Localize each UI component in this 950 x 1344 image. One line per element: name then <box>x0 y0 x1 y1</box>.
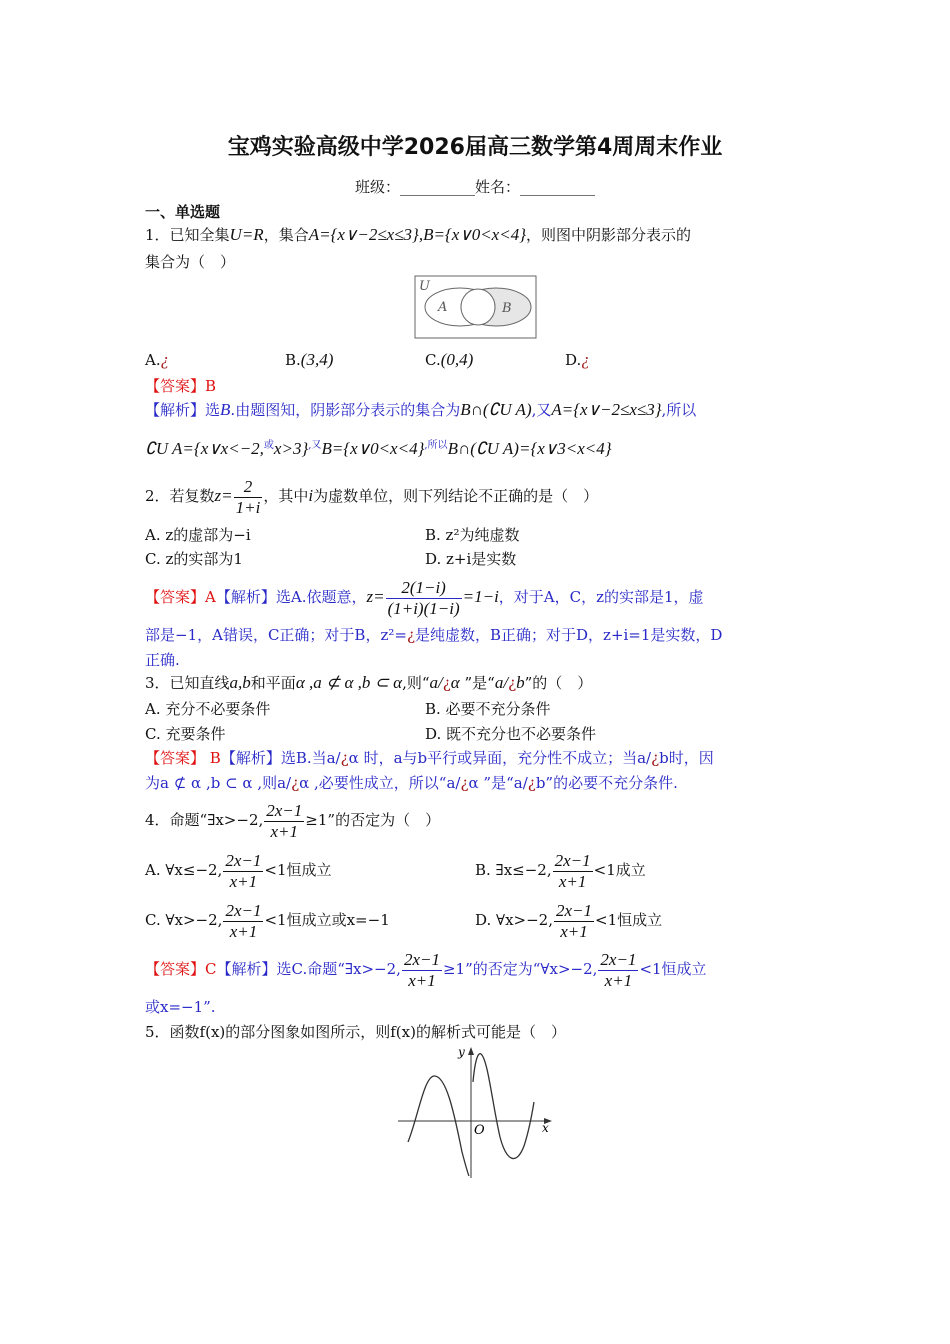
venn-diagram <box>414 275 537 339</box>
origin-label: O <box>474 1123 485 1138</box>
text: b”的必要不充分条件. <box>535 774 678 792</box>
denominator: x+1 <box>229 921 258 941</box>
q3-option-c[interactable]: C. 充要条件 <box>145 725 226 743</box>
analysis-tag: 【解析】 <box>145 401 206 419</box>
text: <1恒成立 <box>264 861 332 879</box>
answer-value: A <box>205 588 216 606</box>
text: ，则图中阴影部分表示的 <box>526 226 692 244</box>
denominator: x+1 <box>558 871 587 891</box>
fraction <box>402 950 442 991</box>
denominator: x+1 <box>560 921 588 941</box>
text: b时，因 <box>659 749 714 767</box>
text: ”是“ <box>459 674 495 692</box>
text: ¿ <box>508 674 517 692</box>
q4-option-d[interactable] <box>475 898 662 942</box>
math: A={x∨−2≤x≤3},B={x∨0<x<4} <box>308 225 527 244</box>
text: 选C.命题“∃x>−2, <box>276 960 401 978</box>
venn-a-label: A <box>438 300 448 315</box>
curve-right <box>473 1054 534 1159</box>
math: z= <box>366 587 385 606</box>
y-label: y <box>458 1045 465 1059</box>
answer-tag: 【答案】 <box>145 588 206 606</box>
denominator: x+1 <box>229 871 258 891</box>
text: ≥1”的否定为（ ） <box>305 811 441 829</box>
text: ,又 <box>531 401 552 419</box>
option-label: B. <box>285 351 301 369</box>
answer-tag: 【答案】 <box>145 749 206 767</box>
q2-stem <box>145 474 598 518</box>
text: α ”是“a/ <box>468 774 528 792</box>
math: a,b <box>229 673 251 692</box>
denominator: 1+i <box>235 497 261 517</box>
fraction <box>553 851 593 892</box>
text: ¿ <box>460 774 469 792</box>
option-label: A. <box>145 351 161 369</box>
text: α 时，a与b平行或异面，充分性不成立；当a/ <box>348 749 652 767</box>
math: α ,a ⊄ α ,b ⊂ α <box>295 673 403 692</box>
numerator: 2x−1 <box>225 850 262 870</box>
fraction <box>386 578 462 619</box>
q5-stem: 5．函数f(x)的部分图象如图所示，则f(x)的解析式可能是（ ） <box>145 1023 566 1041</box>
text: ,所以 <box>424 440 448 451</box>
q2-analysis-cont <box>145 625 722 645</box>
text: ¿ <box>651 749 660 767</box>
fraction <box>223 851 263 892</box>
text: D. ∀x>−2, <box>475 911 553 929</box>
option-label: C. <box>425 351 441 369</box>
text: ，对于A，C，z的实部是1，虚 <box>498 588 704 606</box>
analysis-tag: 【解析】 <box>216 960 277 978</box>
option-value: (3,4) <box>300 350 334 369</box>
q1-analysis-cont <box>145 436 612 459</box>
function-graph <box>396 1042 556 1182</box>
math: b <box>516 673 525 692</box>
text: 为虚数单位，则下列结论不正确的是（ ） <box>313 487 599 505</box>
text: ¿ <box>340 749 349 767</box>
text: C. ∀x>−2, <box>145 911 223 929</box>
math: x>3} <box>273 439 309 458</box>
q1-answer <box>145 376 216 396</box>
text: <1恒成立 <box>595 911 663 929</box>
math: B <box>220 400 231 419</box>
text: ,又 <box>308 440 322 451</box>
option-value: ¿ <box>581 350 590 369</box>
answer-value: C <box>205 960 217 978</box>
text: <1恒成立 <box>639 960 707 978</box>
venn-b-label: B <box>502 301 512 316</box>
section-heading: 一、单选题 <box>145 203 221 221</box>
text: ¿ <box>291 774 300 792</box>
q1-stem <box>145 225 691 245</box>
option-value: ¿ <box>160 350 170 369</box>
numerator: 2x−1 <box>554 850 591 870</box>
numerator: 2 <box>234 477 263 498</box>
text: 1．已知全集 <box>145 226 230 244</box>
page-title: 宝鸡实验高级中学2026届高三数学第4周周末作业 <box>227 135 723 160</box>
q1-option-c[interactable] <box>425 350 473 370</box>
student-info-line <box>0 177 950 197</box>
text: ”的（ ） <box>524 674 593 692</box>
option-value: (0,4) <box>440 350 474 369</box>
math: B∩(∁U A)={x∨3<x<4} <box>447 439 612 458</box>
text: ¿ <box>406 626 415 644</box>
q2-answer-analysis <box>145 574 704 620</box>
analysis-tag: 【解析】 <box>220 749 281 767</box>
denominator: x+1 <box>270 821 299 841</box>
math: U=R <box>229 225 264 244</box>
q2-option-d[interactable]: D. z+i是实数 <box>425 550 517 568</box>
q4-option-c[interactable] <box>145 898 390 942</box>
q3-option-a[interactable]: A. 充分不必要条件 <box>145 700 271 718</box>
text: 4．命题“∃x>−2, <box>145 811 264 829</box>
fraction <box>234 477 263 518</box>
math: a/ <box>429 673 443 692</box>
name-label: 姓名： <box>475 178 521 196</box>
text: .由题图知，阴影部分表示的集合为 <box>230 401 461 419</box>
answer-value: B <box>205 377 217 395</box>
q2-option-a[interactable]: A. z的虚部为−i <box>145 526 251 544</box>
math: B={x∨0<x<4} <box>321 439 425 458</box>
text: 2．若复数 <box>145 487 215 505</box>
venn-u-label: U <box>419 279 430 294</box>
text: ,则“ <box>402 674 430 692</box>
analysis-tag: 【解析】 <box>215 588 276 606</box>
x-label: x <box>542 1121 549 1135</box>
math: =1−i <box>462 587 499 606</box>
denominator: x+1 <box>604 970 633 990</box>
text: ，集合 <box>263 226 309 244</box>
answer-value: B <box>205 749 221 767</box>
math: α <box>450 673 460 692</box>
q4-stem <box>145 798 440 842</box>
math: i <box>308 486 314 505</box>
fraction <box>554 901 594 942</box>
denominator: x+1 <box>408 970 436 990</box>
answer-tag: 【答案】 <box>145 960 206 978</box>
q2-option-b[interactable]: B. z²为纯虚数 <box>425 526 520 544</box>
text: ≥1”的否定为“∀x>−2, <box>442 960 598 978</box>
text: ,所以 <box>661 401 697 419</box>
q4-option-b[interactable] <box>475 848 646 892</box>
text: 选A.依题意， <box>275 588 367 606</box>
q1-option-d[interactable] <box>565 350 590 370</box>
text: 部是−1，A错误，C正确；对于B，z²= <box>145 626 407 644</box>
q2-option-c[interactable]: C. z的实部为1 <box>145 550 243 568</box>
q1-analysis <box>145 400 696 420</box>
text: <1恒成立或x=−1 <box>264 911 390 929</box>
name-blank: __________ <box>520 178 596 196</box>
class-label: 班级： <box>354 178 400 196</box>
text: ¿ <box>442 674 451 692</box>
answer-tag: 【答案】 <box>145 377 206 395</box>
text: ，其中 <box>263 487 309 505</box>
y-axis-arrow-icon <box>468 1047 474 1055</box>
text: 为a ⊄ α ,b ⊂ α ,则a/ <box>145 774 292 792</box>
text: ¿ <box>527 774 536 792</box>
q4-answer-analysis <box>145 947 707 991</box>
numerator: 2x−1 <box>266 800 303 820</box>
q1-stem-cont: 集合为（ ） <box>145 253 236 271</box>
text: <1成立 <box>593 861 646 879</box>
q3-answer-analysis <box>145 748 714 768</box>
q4-option-a[interactable] <box>145 848 332 892</box>
numerator: 2x−1 <box>556 900 593 920</box>
math: ∁U A={x∨x<−2, <box>145 439 264 458</box>
option-label: D. <box>565 351 582 369</box>
text: A. ∀x≤−2, <box>145 861 223 879</box>
numerator: 2x−1 <box>600 949 637 969</box>
text: 3．已知直线 <box>145 674 230 692</box>
text: 是纯虚数，B正确；对于D，z+i=1是实数，D <box>414 626 723 644</box>
numerator: 2x−1 <box>225 900 262 920</box>
fraction <box>598 950 638 991</box>
text: B. ∃x≤−2, <box>475 861 552 879</box>
math: a/ <box>494 673 509 692</box>
fraction <box>223 901 263 942</box>
q1-option-a[interactable] <box>145 350 169 370</box>
math: B∩(∁U A) <box>460 400 532 419</box>
q3-stem <box>145 673 592 693</box>
text: 或 <box>263 440 274 451</box>
denominator: (1+i)(1−i) <box>387 598 460 618</box>
q3-option-d[interactable]: D. 既不充分也不必要条件 <box>425 725 597 743</box>
text: 选 <box>205 401 221 419</box>
text: α ,必要性成立，所以“a/ <box>299 774 461 792</box>
q3-option-b[interactable]: B. 必要不充分条件 <box>425 700 551 718</box>
curve-left <box>408 1076 469 1176</box>
q1-option-b[interactable] <box>285 350 333 370</box>
math: z= <box>214 486 233 505</box>
numerator: 2(1−i) <box>386 578 462 599</box>
q3-analysis-cont <box>145 773 678 793</box>
q4-analysis-cont: 或x=−1”. <box>145 998 216 1016</box>
text: 选B.当a/ <box>280 749 341 767</box>
numerator: 2x−1 <box>403 949 440 969</box>
text: 和平面 <box>250 674 296 692</box>
q2-analysis-end: 正确. <box>145 651 180 669</box>
math: A={x∨−2≤x≤3} <box>551 400 662 419</box>
fraction <box>264 801 304 842</box>
class-blank: __________ <box>400 178 475 196</box>
